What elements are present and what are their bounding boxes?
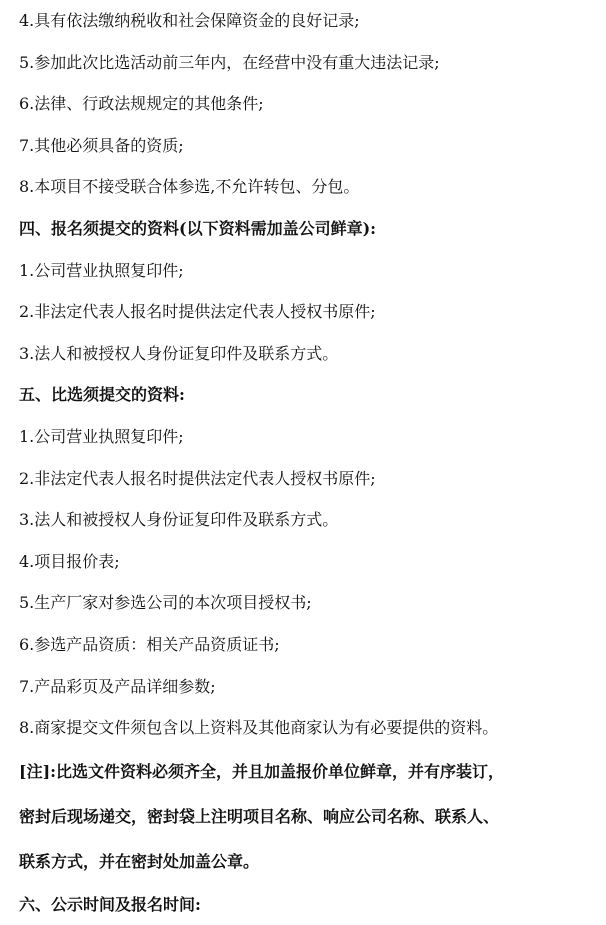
section-heading-selection-materials: 五、比选须提交的资料:: [19, 385, 185, 405]
section-heading-registration-materials: 四、报名须提交的资料(以下资料需加盖公司鲜章):: [19, 218, 377, 238]
requirement-item-8: 8.本项目不接受联合体参选,不允许转包、分包。: [19, 177, 360, 197]
registration-item-3: 3.法人和被授权人身份证复印件及联系方式。: [19, 343, 339, 363]
selection-item-2: 2.非法定代表人报名时提供法定代表人授权书原件;: [19, 468, 376, 488]
registration-item-2: 2.非法定代表人报名时提供法定代表人授权书原件;: [19, 302, 376, 322]
note-line-3: 联系方式，并在密封处加盖公章。: [19, 851, 260, 871]
section-heading-publicity-time: 六、公示时间及报名时间:: [19, 894, 201, 914]
note-line-2: 密封后现场递交，密封袋上注明项目名称、响应公司名称、联系人、: [19, 806, 500, 826]
registration-item-1: 1.公司营业执照复印件;: [19, 260, 184, 280]
document-page: [19, 0, 599, 925]
requirement-item-5: 5.参加此次比选活动前三年内，在经营中没有重大违法记录;: [19, 52, 440, 72]
selection-item-4: 4.项目报价表;: [19, 551, 120, 571]
requirement-item-4: 4.具有依法缴纳税收和社会保障资金的良好记录;: [19, 11, 360, 30]
selection-item-8: 8.商家提交文件须包含以上资料及其他商家认为有必要提供的资料。: [19, 718, 499, 738]
selection-item-3: 3.法人和被授权人身份证复印件及联系方式。: [19, 510, 339, 530]
selection-item-6: 6.参选产品资质：相关产品资质证书;: [19, 634, 280, 654]
selection-item-7: 7.产品彩页及产品详细参数;: [19, 676, 216, 696]
selection-item-5: 5.生产厂家对参选公司的本次项目授权书;: [19, 593, 312, 613]
note-line-1: [注]:比选文件资料必须齐全，并且加盖报价单位鲜章，并有序装订，: [19, 761, 505, 781]
requirement-item-7: 7.其他必须具备的资质;: [19, 135, 184, 155]
selection-item-1: 1.公司营业执照复印件;: [19, 426, 184, 446]
requirement-item-6: 6.法律、行政法规规定的其他条件;: [19, 94, 264, 114]
